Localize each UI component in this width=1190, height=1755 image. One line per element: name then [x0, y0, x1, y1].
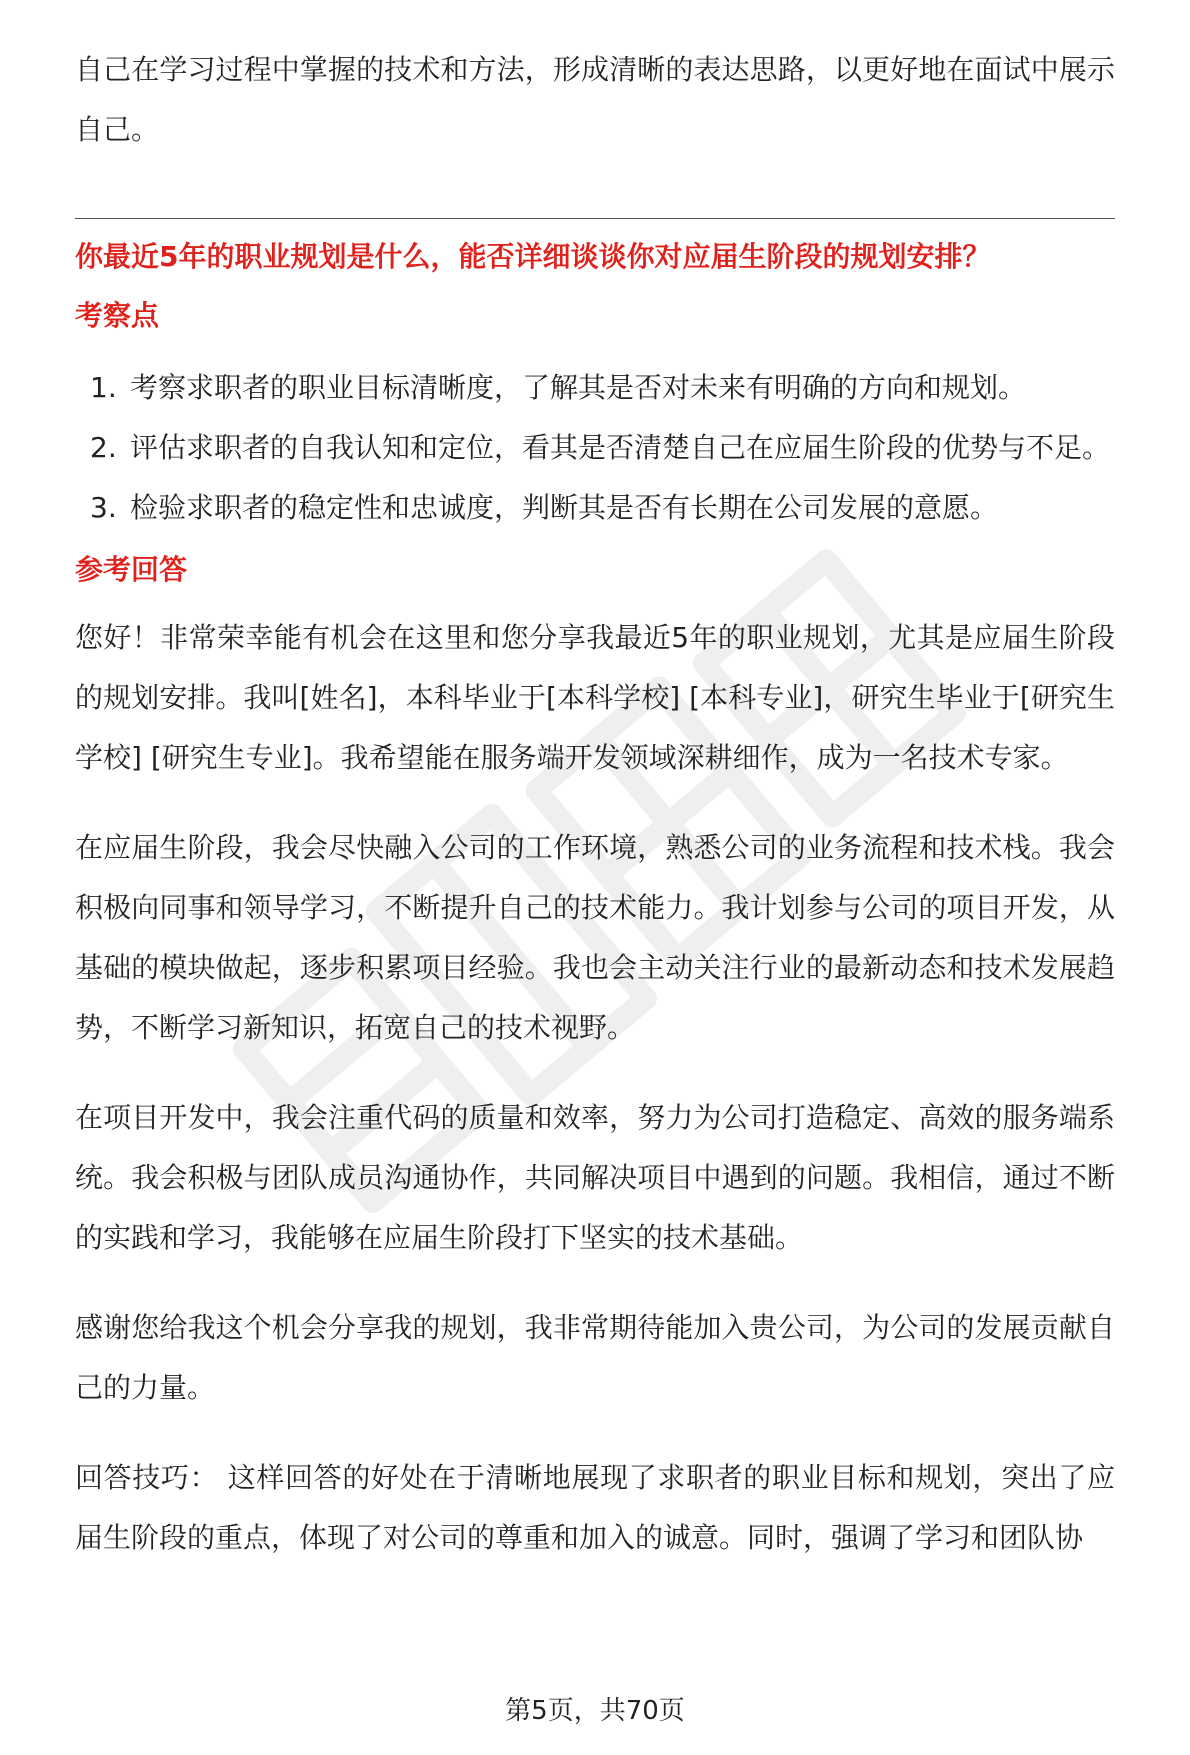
list-item-number: 3.	[90, 491, 117, 524]
section-divider	[75, 218, 1115, 219]
list-item-text: 评估求职者的自我认知和定位，看其是否清楚自己在应届生阶段的优势与不足。	[130, 431, 1111, 464]
list-item-text: 检验求职者的稳定性和忠诚度，判断其是否有长期在公司发展的意愿。	[130, 491, 999, 524]
list-item-text: 考察求职者的职业目标清晰度，了解其是否对未来有明确的方向和规划。	[130, 371, 1027, 404]
answer-paragraph: 您好！非常荣幸能有机会在这里和您分享我最近5年的职业规划，尤其是应届生阶段的规划安排。我叫[姓名]，本科毕业于[本科学校] [本科专业]，研究生毕业于[研究生学校] [研究生专业]。我希望能在服务端开发领域深耕细作，成为一名技术专家。	[75, 621, 1115, 774]
answer-body	[75, 608, 1115, 1568]
list-item-number: 2.	[90, 431, 117, 464]
list-item	[75, 358, 1115, 418]
answer-paragraph: 感谢您给我这个机会分享我的规划，我非常期待能加入贵公司，为公司的发展贡献自己的力量。	[75, 1311, 1115, 1404]
answer-tips-paragraph: 回答技巧： 这样回答的好处在于清晰地展现了求职者的职业目标和规划，突出了应届生阶段的重点，体现了对公司的尊重和加入的诚意。同时，强调了学习和团队协	[75, 1461, 1115, 1554]
question-heading: 你最近5年的职业规划是什么，能否详细谈谈你对应届生阶段的规划安排？	[75, 240, 991, 273]
points-list	[75, 358, 1115, 538]
points-title: 考察点	[75, 299, 160, 332]
main-content	[75, 40, 1115, 1568]
list-item	[75, 478, 1115, 538]
list-item	[75, 418, 1115, 478]
list-item-number: 1.	[90, 371, 117, 404]
answer-paragraph: 在应届生阶段，我会尽快融入公司的工作环境，熟悉公司的业务流程和技术栈。我会积极向同事和领导学习，不断提升自己的技术能力。我计划参与公司的项目开发，从基础的模块做起，逐步积累项目经验。我也会主动关注行业的最新动态和技术发展趋势，不断学习新知识，拓宽自己的技术视野。	[75, 831, 1115, 1044]
answer-title: 参考回答	[75, 553, 188, 586]
page-number-footer: 第5页，共70页	[505, 1696, 685, 1726]
answer-paragraph: 在项目开发中，我会注重代码的质量和效率，努力为公司打造稳定、高效的服务端系统。我会积极与团队成员沟通协作，共同解决项目中遇到的问题。我相信，通过不断的实践和学习，我能够在应届生阶段打下坚实的技术基础。	[75, 1101, 1115, 1254]
intro-tail-paragraph: 自己在学习过程中掌握的技术和方法，形成清晰的表达思路，以更好地在面试中展示自己。	[75, 53, 1115, 146]
